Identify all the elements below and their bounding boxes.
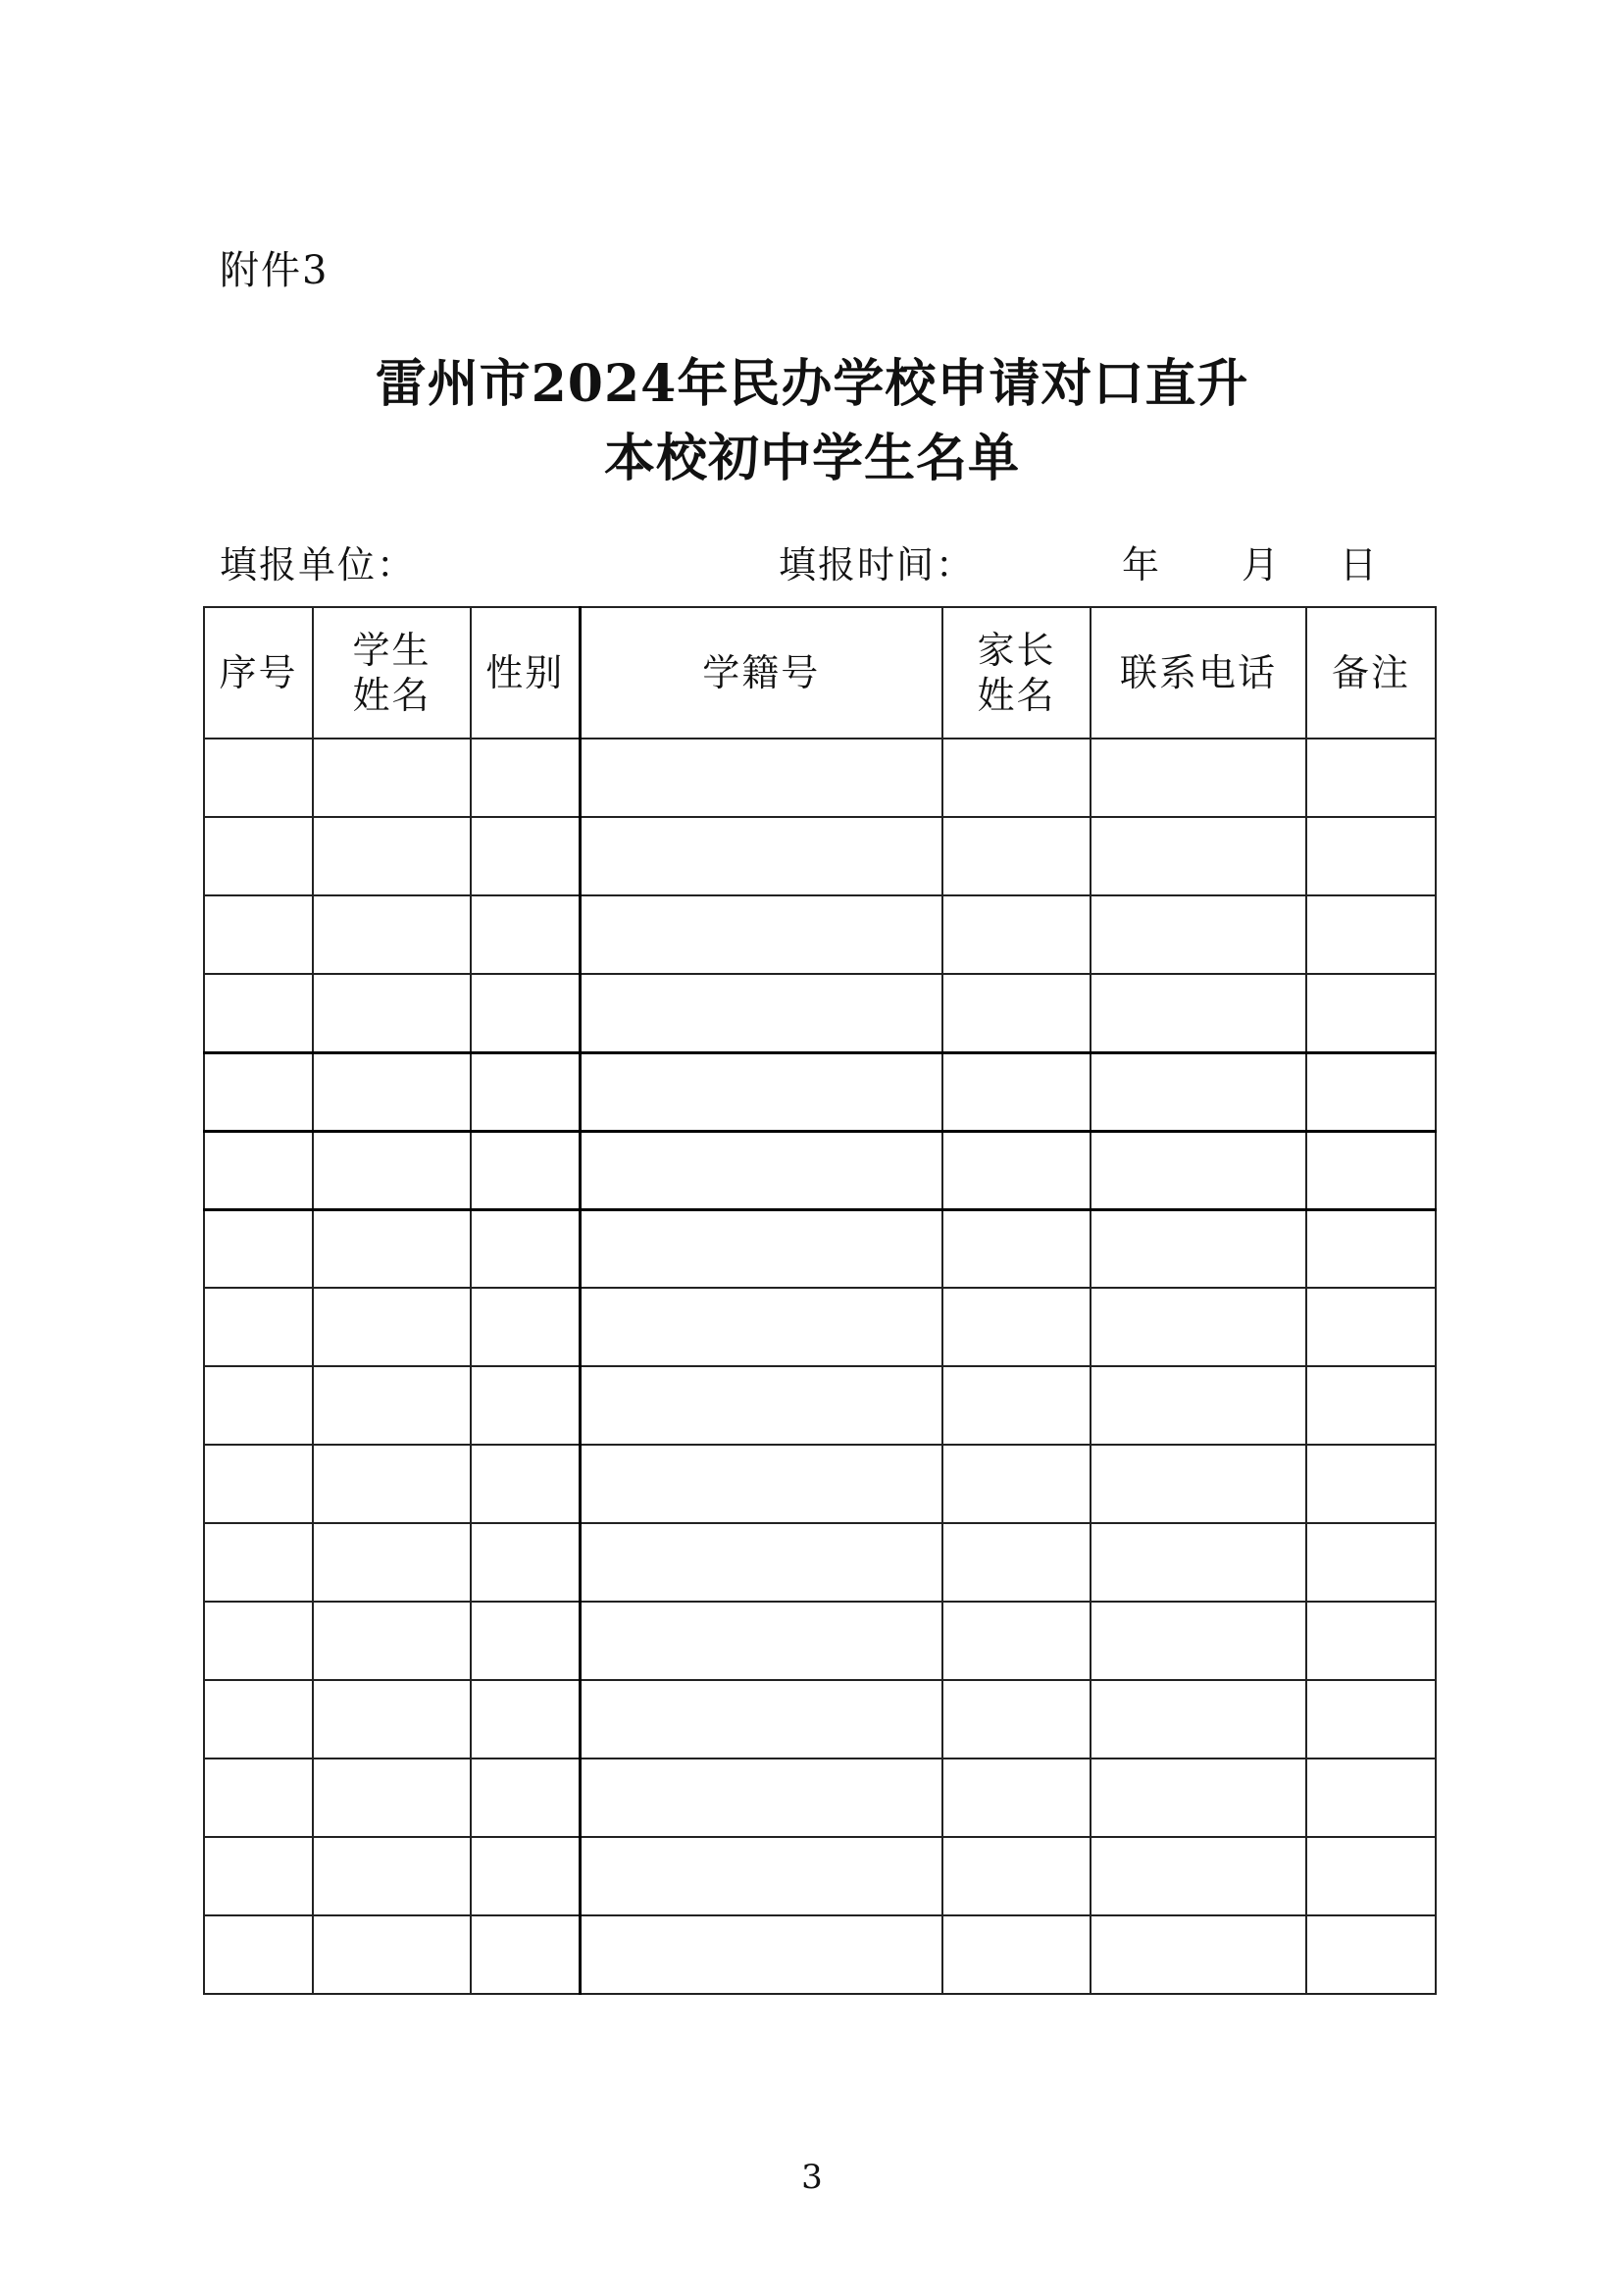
header-student-name-line-2: 姓名	[352, 674, 431, 717]
header-phone: 联系电话	[1091, 607, 1306, 739]
cell-parent-name[interactable]	[942, 895, 1091, 974]
header-parent-name-line-1: 家长	[977, 629, 1056, 672]
cell-parent-name[interactable]	[942, 1445, 1091, 1523]
header-remarks: 备注	[1306, 607, 1436, 739]
table-row	[204, 1680, 1436, 1759]
cell-student-id[interactable]	[580, 1131, 942, 1209]
cell-seq[interactable]	[204, 1680, 313, 1759]
cell-student-id[interactable]	[580, 1366, 942, 1445]
cell-seq[interactable]	[204, 1288, 313, 1366]
cell-gender[interactable]	[471, 1523, 580, 1602]
table-row	[204, 1366, 1436, 1445]
table-row	[204, 1052, 1436, 1131]
cell-parent-name[interactable]	[942, 817, 1091, 895]
table-row	[204, 1445, 1436, 1523]
cell-gender[interactable]	[471, 1915, 580, 1994]
date-month-label: 月	[1242, 543, 1280, 586]
table-row	[204, 817, 1436, 895]
cell-student-id[interactable]	[580, 1209, 942, 1288]
cell-parent-name[interactable]	[942, 1366, 1091, 1445]
cell-gender[interactable]	[471, 1445, 580, 1523]
cell-parent-name[interactable]	[942, 1837, 1091, 1915]
cell-phone[interactable]	[1091, 974, 1306, 1052]
cell-student-id[interactable]	[580, 895, 942, 974]
cell-student-name[interactable]	[313, 1131, 471, 1209]
cell-phone[interactable]	[1091, 1209, 1306, 1288]
cell-phone[interactable]	[1091, 1366, 1306, 1445]
header-parent-name	[942, 607, 1091, 739]
cell-student-name[interactable]	[313, 1602, 471, 1680]
table-row	[204, 974, 1436, 1052]
cell-seq[interactable]	[204, 1052, 313, 1131]
table-row	[204, 1209, 1436, 1288]
header-parent-name-line-2: 姓名	[977, 674, 1056, 717]
cell-gender[interactable]	[471, 817, 580, 895]
cell-student-id[interactable]	[580, 1288, 942, 1366]
cell-student-id[interactable]	[580, 1523, 942, 1602]
document-title-line-1: 雷州市2024年民办学校申请对口直升	[375, 354, 1249, 414]
date-day-label: 日	[1340, 543, 1378, 586]
cell-phone[interactable]	[1091, 1759, 1306, 1837]
cell-student-name[interactable]	[313, 739, 471, 817]
cell-gender[interactable]	[471, 1837, 580, 1915]
cell-student-name[interactable]	[313, 1288, 471, 1366]
cell-phone[interactable]	[1091, 1131, 1306, 1209]
cell-phone[interactable]	[1091, 817, 1306, 895]
cell-student-id[interactable]	[580, 817, 942, 895]
cell-student-id[interactable]	[580, 1837, 942, 1915]
cell-seq[interactable]	[204, 1366, 313, 1445]
cell-parent-name[interactable]	[942, 1523, 1091, 1602]
cell-seq[interactable]	[204, 817, 313, 895]
cell-remarks[interactable]	[1306, 739, 1436, 817]
table-row	[204, 1837, 1436, 1915]
date-year-label: 年	[1122, 543, 1160, 586]
student-roster-table	[203, 606, 1437, 1995]
cell-parent-name[interactable]	[942, 1052, 1091, 1131]
cell-remarks[interactable]	[1306, 1052, 1436, 1131]
header-student-name-line-1: 学生	[352, 629, 431, 672]
cell-remarks[interactable]	[1306, 1602, 1436, 1680]
cell-gender[interactable]	[471, 895, 580, 974]
cell-remarks[interactable]	[1306, 1523, 1436, 1602]
cell-seq[interactable]	[204, 1759, 313, 1837]
cell-remarks[interactable]	[1306, 895, 1436, 974]
cell-student-name[interactable]	[313, 1837, 471, 1915]
cell-gender[interactable]	[471, 1680, 580, 1759]
cell-seq[interactable]	[204, 1523, 313, 1602]
cell-student-name[interactable]	[313, 1052, 471, 1131]
cell-remarks[interactable]	[1306, 1837, 1436, 1915]
table-row	[204, 1288, 1436, 1366]
table-row	[204, 895, 1436, 974]
document-title-line-2: 本校初中学生名单	[603, 429, 1020, 488]
cell-gender[interactable]	[471, 1602, 580, 1680]
attachment-label: 附件3	[220, 248, 330, 293]
header-seq: 序号	[204, 607, 313, 739]
cell-seq[interactable]	[204, 739, 313, 817]
cell-parent-name[interactable]	[942, 1131, 1091, 1209]
cell-student-name[interactable]	[313, 1366, 471, 1445]
cell-seq[interactable]	[204, 1915, 313, 1994]
cell-student-id[interactable]	[580, 1602, 942, 1680]
cell-gender[interactable]	[471, 974, 580, 1052]
cell-gender[interactable]	[471, 1052, 580, 1131]
cell-student-name[interactable]	[313, 974, 471, 1052]
cell-gender[interactable]	[471, 1288, 580, 1366]
cell-student-id[interactable]	[580, 1915, 942, 1994]
cell-gender[interactable]	[471, 1759, 580, 1837]
table-row	[204, 739, 1436, 817]
cell-gender[interactable]	[471, 1366, 580, 1445]
cell-remarks[interactable]	[1306, 1366, 1436, 1445]
cell-parent-name[interactable]	[942, 739, 1091, 817]
cell-parent-name[interactable]	[942, 1602, 1091, 1680]
cell-parent-name[interactable]	[942, 1288, 1091, 1366]
cell-student-id[interactable]	[580, 974, 942, 1052]
cell-phone[interactable]	[1091, 1602, 1306, 1680]
cell-student-name[interactable]	[313, 1759, 471, 1837]
cell-phone[interactable]	[1091, 895, 1306, 974]
table-header-row	[204, 607, 1436, 739]
header-gender: 性别	[471, 607, 580, 739]
cell-phone[interactable]	[1091, 1052, 1306, 1131]
cell-remarks[interactable]	[1306, 1915, 1436, 1994]
cell-seq[interactable]	[204, 1837, 313, 1915]
cell-remarks[interactable]	[1306, 1288, 1436, 1366]
cell-parent-name[interactable]	[942, 1915, 1091, 1994]
cell-parent-name[interactable]	[942, 1209, 1091, 1288]
fill-unit-label: 填报单位：	[220, 543, 417, 586]
cell-phone[interactable]	[1091, 1837, 1306, 1915]
table-row	[204, 1523, 1436, 1602]
cell-student-id[interactable]	[580, 1052, 942, 1131]
cell-student-name[interactable]	[313, 1445, 471, 1523]
cell-seq[interactable]	[204, 1602, 313, 1680]
cell-phone[interactable]	[1091, 1523, 1306, 1602]
table-row	[204, 1131, 1436, 1209]
cell-phone[interactable]	[1091, 1445, 1306, 1523]
table-row	[204, 1602, 1436, 1680]
cell-remarks[interactable]	[1306, 1131, 1436, 1209]
cell-phone[interactable]	[1091, 739, 1306, 817]
cell-student-name[interactable]	[313, 1523, 471, 1602]
cell-gender[interactable]	[471, 1131, 580, 1209]
cell-seq[interactable]	[204, 974, 313, 1052]
cell-student-id[interactable]	[580, 1759, 942, 1837]
cell-student-name[interactable]	[313, 895, 471, 974]
cell-phone[interactable]	[1091, 1288, 1306, 1366]
cell-remarks[interactable]	[1306, 974, 1436, 1052]
table-row	[204, 1915, 1436, 1994]
cell-student-name[interactable]	[313, 817, 471, 895]
cell-parent-name[interactable]	[942, 974, 1091, 1052]
cell-remarks[interactable]	[1306, 1759, 1436, 1837]
cell-parent-name[interactable]	[942, 1759, 1091, 1837]
fill-time-label: 填报时间：	[779, 543, 976, 586]
cell-student-name[interactable]	[313, 1915, 471, 1994]
cell-remarks[interactable]	[1306, 1445, 1436, 1523]
cell-remarks[interactable]	[1306, 1680, 1436, 1759]
cell-gender[interactable]	[471, 739, 580, 817]
cell-student-id[interactable]	[580, 739, 942, 817]
table-body	[204, 739, 1436, 1994]
cell-seq[interactable]	[204, 1445, 313, 1523]
cell-parent-name[interactable]	[942, 1680, 1091, 1759]
cell-remarks[interactable]	[1306, 1209, 1436, 1288]
header-student-id: 学籍号	[580, 607, 942, 739]
cell-student-name[interactable]	[313, 1680, 471, 1759]
cell-phone[interactable]	[1091, 1680, 1306, 1759]
header-student-name	[313, 607, 471, 739]
page-number: 3	[801, 2158, 823, 2197]
cell-student-id[interactable]	[580, 1445, 942, 1523]
cell-remarks[interactable]	[1306, 817, 1436, 895]
table-row	[204, 1759, 1436, 1837]
cell-gender[interactable]	[471, 1209, 580, 1288]
cell-seq[interactable]	[204, 1209, 313, 1288]
cell-student-name[interactable]	[313, 1209, 471, 1288]
cell-seq[interactable]	[204, 895, 313, 974]
cell-seq[interactable]	[204, 1131, 313, 1209]
cell-student-id[interactable]	[580, 1680, 942, 1759]
cell-phone[interactable]	[1091, 1915, 1306, 1994]
